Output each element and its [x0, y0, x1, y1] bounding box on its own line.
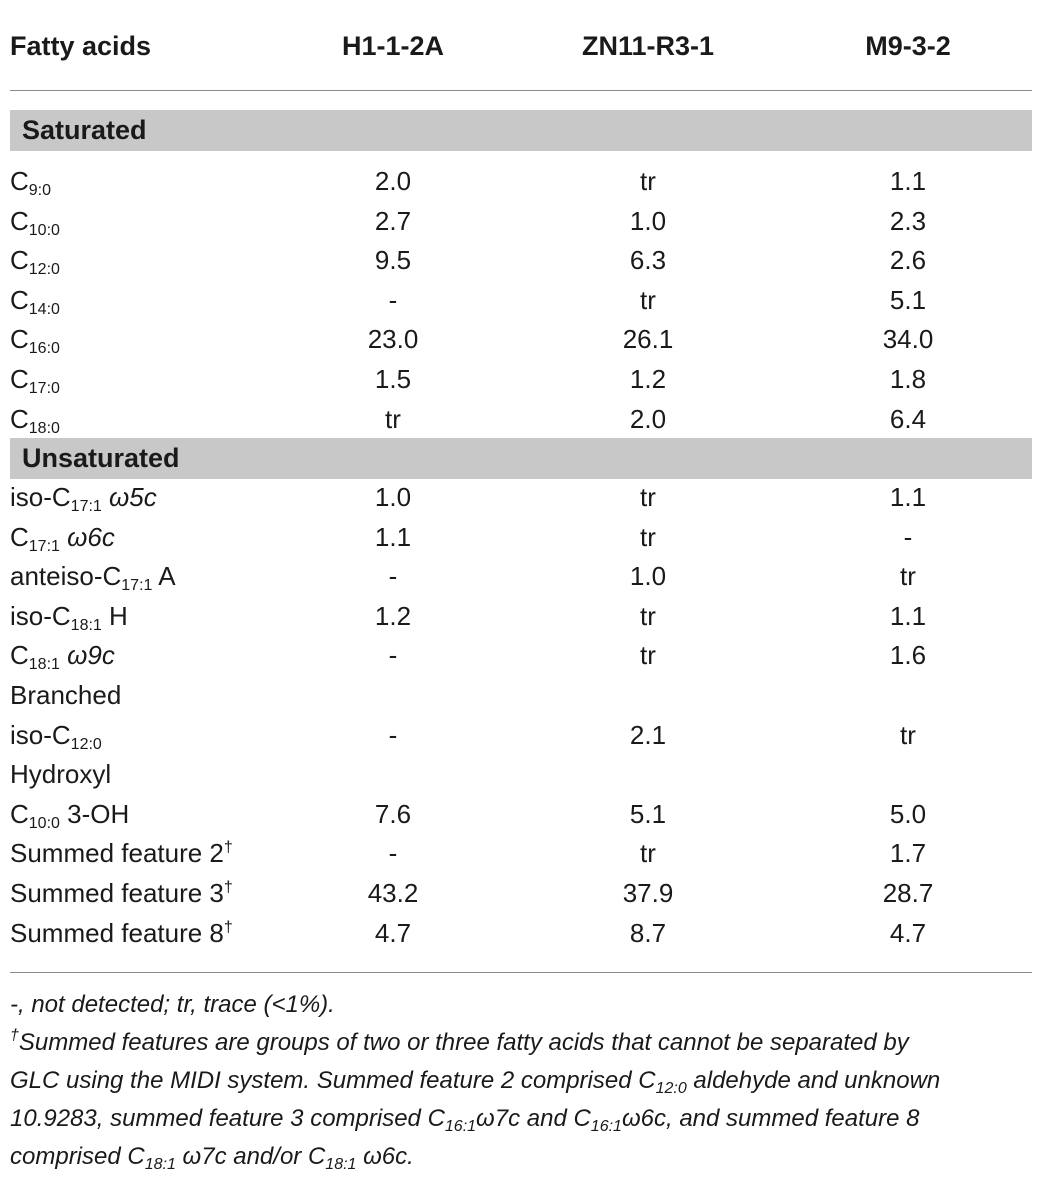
cell-value: 37.9 [622, 878, 674, 908]
cell-value: - [388, 838, 398, 869]
header-fatty-acids: Fatty acids [10, 31, 152, 61]
row-label: $C_{10:0}$ [10, 205, 60, 239]
cell-value: 1.1 [889, 482, 927, 512]
cell-value: 2.0 [629, 403, 667, 434]
cell-value: 6.3 [629, 245, 667, 276]
cell-value: 2.3 [889, 205, 927, 236]
cell-value: tr [385, 403, 401, 434]
cell-value: - [388, 561, 398, 592]
cell-value: tr [640, 600, 656, 631]
cell-value: tr [640, 482, 656, 512]
row-label: $C_{14:0}$ [10, 284, 60, 318]
row-label: iso-$C_{12:0}$ [10, 719, 102, 753]
cell-value: tr [900, 561, 916, 592]
cell-value: 1.8 [889, 364, 927, 394]
cell-value: tr [640, 521, 656, 552]
cell-value: 1.1 [889, 600, 927, 631]
cell-value: 2.1 [629, 719, 667, 750]
table-row [10, 636, 1032, 676]
table-row [10, 518, 1032, 558]
table-row [10, 676, 1032, 716]
bottom-rule [10, 972, 1032, 973]
row-label: $C_{17:1}$ ω6c [10, 521, 115, 555]
cell-value: 4.7 [374, 917, 412, 948]
table-row [10, 914, 1032, 954]
cell-value: 1.0 [629, 205, 667, 236]
row-label: Branched [10, 680, 122, 710]
cell-value: tr [900, 719, 916, 750]
cell-value: 2.7 [374, 205, 412, 236]
section-saturated: Saturated [10, 110, 1032, 151]
row-label: $C_{12:0}$ [10, 245, 60, 279]
cell-value: 1.0 [374, 482, 412, 512]
cell-value: 26.1 [622, 324, 674, 355]
table-row [10, 716, 1032, 756]
row-label: $C_{18:0}$ [10, 403, 60, 437]
cell-value: 5.1 [889, 284, 927, 315]
cell-value: 1.1 [889, 166, 927, 196]
cell-value: tr [640, 166, 656, 196]
cell-value: 1.2 [629, 364, 667, 394]
header-m9-3-2: M9-3-2 [865, 31, 951, 61]
table-row [10, 874, 1032, 914]
table-row [10, 360, 1032, 400]
row-label: $C_{10:0}$ 3-OH [10, 798, 130, 832]
header-h1-1-2a: H1-1-2A [341, 31, 445, 61]
cell-value: 7.6 [374, 798, 412, 829]
row-label: Summed feature 3† [10, 878, 233, 908]
cell-value: 1.5 [374, 364, 412, 394]
cell-value: tr [640, 838, 656, 869]
section-unsaturated: Unsaturated [10, 438, 1032, 479]
row-label: Summed feature 2† [10, 838, 233, 869]
row-label: iso-$C_{17:1}$ ω5c [10, 482, 157, 515]
table-row [10, 241, 1032, 281]
table-row [10, 597, 1032, 637]
cell-value: 4.7 [889, 917, 927, 948]
table-header [10, 0, 1032, 91]
row-label: $C_{17:0}$ [10, 364, 60, 397]
table-row [10, 162, 1032, 202]
table-row [10, 400, 1032, 440]
dagger-mark: † [10, 1027, 19, 1044]
row-label: $C_{9:0}$ [10, 166, 52, 199]
row-label: Hydroxyl [10, 759, 112, 790]
cell-value: 2.6 [889, 245, 927, 276]
cell-value: 1.1 [374, 521, 412, 552]
table-row [10, 281, 1032, 321]
cell-value: 43.2 [367, 878, 419, 908]
table-row [10, 755, 1032, 795]
cell-value: - [388, 640, 398, 671]
cell-value: 5.1 [629, 798, 667, 829]
footnote-summed-line4: comprised $C_{18:1}$ ω7c and/or $C_{18:1}$ ω6c. [10, 1143, 414, 1173]
cell-value: - [903, 521, 913, 552]
row-label: Summed feature 8† [10, 917, 233, 948]
cell-value: 34.0 [882, 324, 934, 355]
cell-value: 8.7 [629, 917, 667, 948]
cell-value: 9.5 [374, 245, 412, 276]
footnote-summed-line1: †Summed features are groups of two or three fatty acids that cannot be separated by [10, 1027, 909, 1056]
fatty-acid-table [10, 0, 1032, 1173]
cell-value: 6.4 [889, 403, 927, 434]
footnote-legend: -, not detected; tr, trace (<1%). [10, 991, 335, 1018]
cell-value: 1.6 [889, 640, 927, 671]
table-row [10, 478, 1032, 518]
table-row [10, 795, 1032, 835]
row-label: $C_{18:1}$ ω9c [10, 640, 115, 674]
table-row [10, 557, 1032, 597]
row-label: iso-$C_{18:1}$ H [10, 600, 128, 634]
cell-value: 5.0 [889, 798, 927, 829]
row-label: anteiso-$C_{17:1}$ A [10, 561, 176, 595]
cell-value: - [388, 719, 398, 750]
table-row [10, 202, 1032, 242]
cell-value: 1.7 [889, 838, 927, 869]
cell-value: tr [640, 284, 656, 315]
header-zn11-r3-1: ZN11-R3-1 [581, 31, 715, 61]
cell-value: 1.2 [374, 600, 412, 631]
footnote-summed-line2: GLC using the MIDI system. Summed feature 2 comprised $C_{12:0}$ aldehyde and unknown [10, 1067, 941, 1097]
table-row [10, 320, 1032, 360]
table-row [10, 834, 1032, 874]
cell-value: 2.0 [374, 166, 412, 196]
cell-value: 1.0 [629, 561, 667, 592]
cell-value: - [388, 284, 398, 315]
footnote-summed-line3: 10.9283, summed feature 3 comprised $C_{16:1}\omega 7c$ and $C_{16:1}\omega 6c$, and summed feature 8 [10, 1105, 920, 1135]
cell-value: tr [640, 640, 656, 671]
row-label: $C_{16:0}$ [10, 324, 60, 358]
cell-value: 28.7 [882, 878, 934, 908]
cell-value: 23.0 [367, 324, 419, 355]
